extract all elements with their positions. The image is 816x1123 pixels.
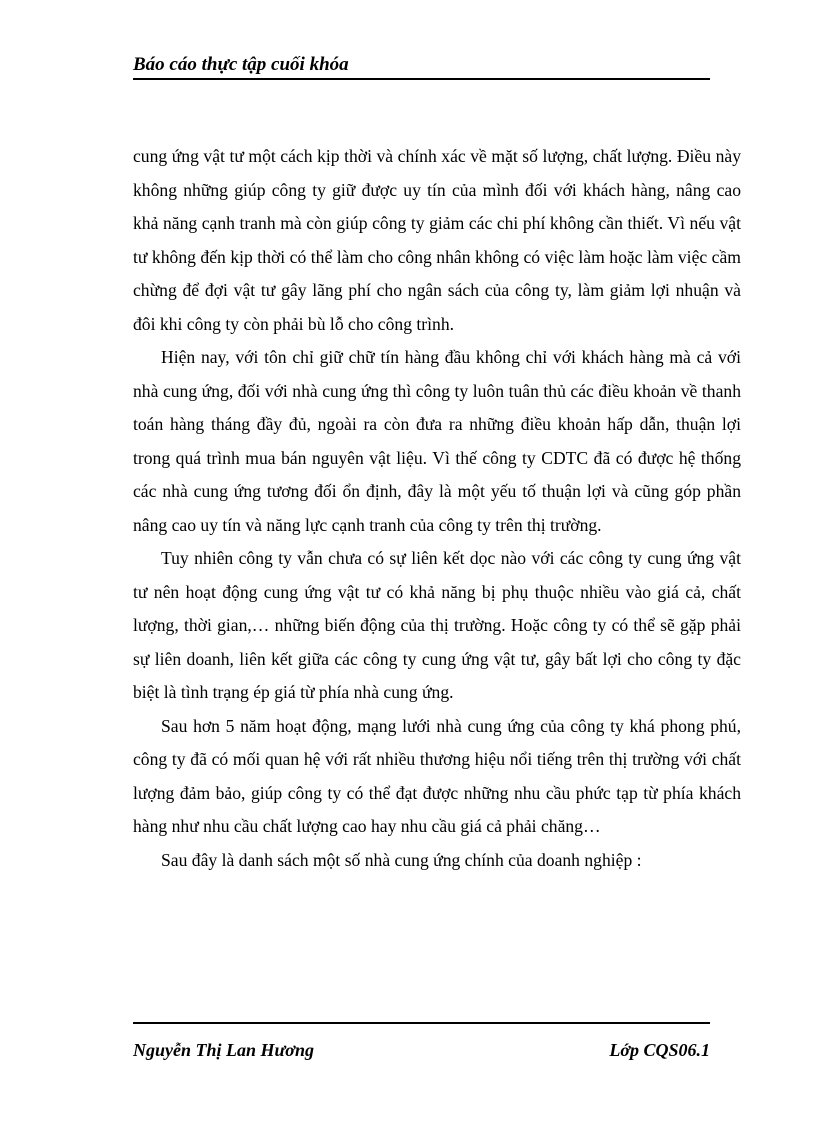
paragraph-1: cung ứng vật tư một cách kịp thời và chính xác về mặt số lượng, chất lượng. Điều này không những giúp công ty giữ được uy tín của mình đối với khách hàng, nâng cao khả năng cạnh tranh mà còn giúp công ty giảm các chi phí không cần thiết. Vì nếu vật tư không đến kịp thời có thể làm cho công nhân không có việc làm hoặc làm việc cầm chừng để đợi vật tư gây lãng phí cho ngân sách của công ty, làm giảm lợi nhuận và đôi khi công ty còn phải bù lỗ cho công trình. bbox=[133, 146, 741, 334]
page-footer bbox=[133, 1022, 710, 1064]
paragraph-5: Sau đây là danh sách một số nhà cung ứng chính của doanh nghiệp : bbox=[161, 849, 642, 870]
document-body bbox=[133, 140, 741, 877]
report-title: Báo cáo thực tập cuối khóa bbox=[133, 54, 349, 75]
paragraph-4: Sau hơn 5 năm hoạt động, mạng lưới nhà cung ứng của công ty khá phong phú, công ty đã có mối quan hệ với rất nhiều thương hiệu nổi tiếng trên thị trường với chất lượng đảm bảo, giúp công ty có thể đạt được những nhu cầu phức tạp từ phía khách hàng như nhu cầu chất lượng cao hay nhu cầu giá cả phải chăng… bbox=[133, 715, 741, 836]
paragraph-3: Tuy nhiên công ty vẫn chưa có sự liên kết dọc nào với các công ty cung ứng vật tư nên hoạt động cung ứng vật tư có khả năng bị phụ thuộc nhiều vào giá cả, chất lượng, thời gian,… những biến động của thị trường. Hoặc công ty có thể sẽ gặp phải sự liên doanh, liên kết giữa các công ty cung ứng vật tư, gây bất lợi cho công ty đặc biệt là tình trạng ép giá từ phía nhà cung ứng. bbox=[133, 548, 741, 702]
author-name: Nguyễn Thị Lan Hương bbox=[133, 1040, 314, 1060]
paragraph-2: Hiện nay, với tôn chỉ giữ chữ tín hàng đầu không chỉ với khách hàng mà cả với nhà cung ứng, đối với nhà cung ứng thì công ty luôn tuân thủ các điều khoản về thanh toán hàng tháng đầy đủ, ngoài ra còn đưa ra những điều khoản hấp dẫn, thuận lợi trong quá trình mua bán nguyên vật liệu. Vì thế công ty CDTC đã có được hệ thống các nhà cung ứng tương đối ổn định, đây là một yếu tố thuận lợi và cũng góp phần nâng cao uy tín và năng lực cạnh tranh của công ty trên thị trường. bbox=[133, 347, 741, 535]
page-header bbox=[133, 50, 710, 80]
class-code: Lớp CQS06.1 bbox=[609, 1040, 710, 1060]
